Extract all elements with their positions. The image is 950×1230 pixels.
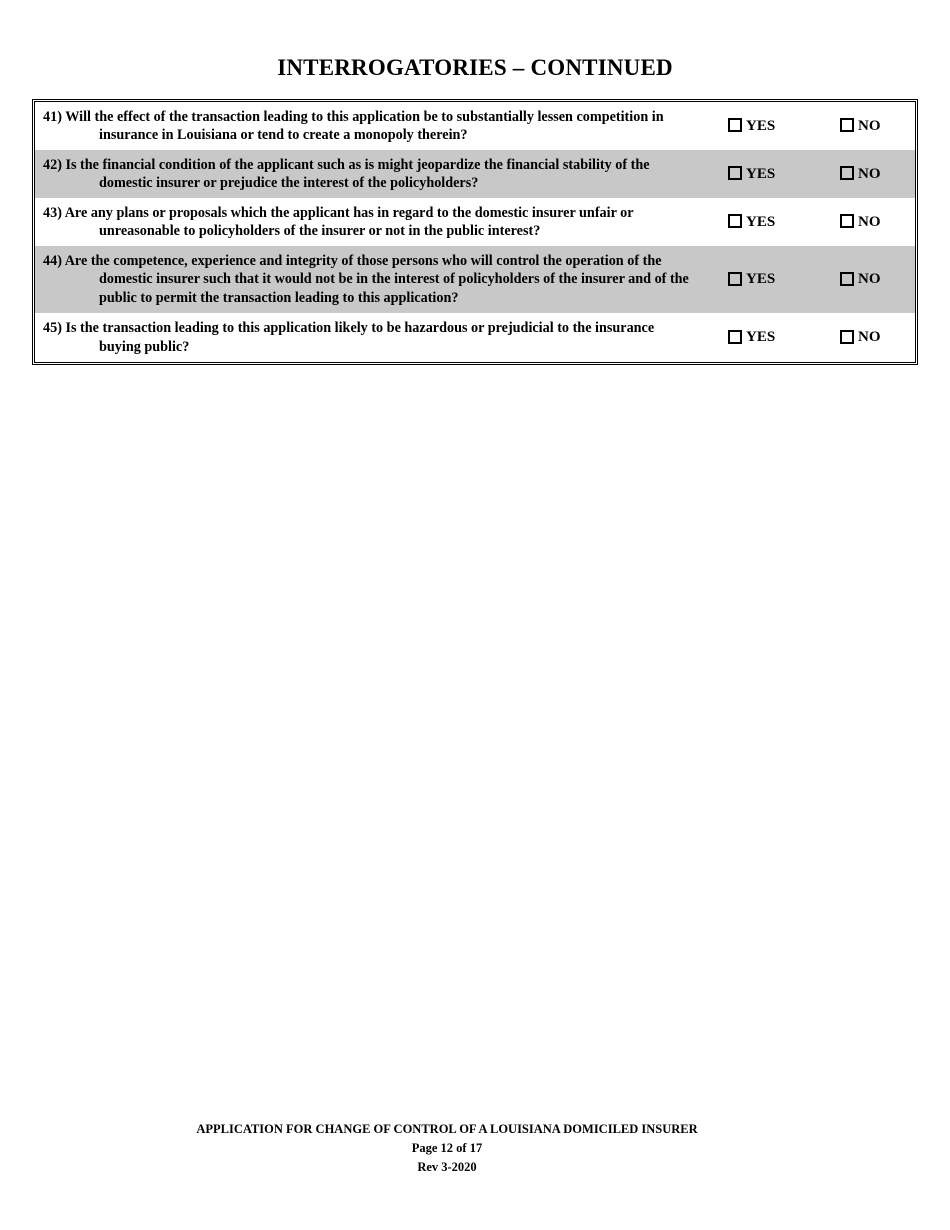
- question-44-yes-option[interactable]: [728, 271, 775, 288]
- yes-label: YES: [746, 329, 776, 345]
- question-41-text: [43, 108, 693, 145]
- interrogatories-table: [32, 99, 918, 365]
- question-number: 41): [43, 108, 62, 125]
- question-body: Will the effect of the transaction leading to this application be to substantially lessen competition in insurance in Louisiana or tend to create a monopoly therein?: [65, 108, 664, 143]
- question-42-yes-checkbox[interactable]: [728, 166, 742, 180]
- question-row-41: [35, 102, 915, 150]
- question-44-yes-checkbox[interactable]: [728, 272, 742, 286]
- question-43-yes-option[interactable]: [728, 214, 775, 231]
- page-footer: [0, 1120, 894, 1177]
- question-row-44: [35, 246, 915, 313]
- question-45-text: [43, 319, 693, 356]
- yes-label: YES: [746, 117, 776, 134]
- question-44-text: [43, 252, 693, 308]
- question-45-yes-checkbox[interactable]: [728, 330, 742, 344]
- question-number: 43): [43, 204, 62, 221]
- question-41-yes-checkbox[interactable]: [728, 118, 742, 132]
- page-title: INTERROGATORIES – CONTINUED: [277, 55, 673, 80]
- question-41-no-option[interactable]: [840, 118, 881, 135]
- question-45-no-checkbox[interactable]: [840, 330, 854, 344]
- no-label: NO: [858, 271, 881, 287]
- question-43-text: [43, 204, 693, 241]
- question-number: 42): [43, 156, 62, 173]
- no-label: NO: [858, 165, 881, 182]
- yes-label: YES: [746, 165, 776, 182]
- question-44-no-checkbox[interactable]: [840, 272, 854, 286]
- no-label: NO: [858, 213, 881, 230]
- question-number: 45): [43, 320, 62, 336]
- question-43-no-option[interactable]: [840, 214, 881, 231]
- question-41-yes-option[interactable]: [728, 118, 775, 135]
- question-row-42: [35, 150, 915, 198]
- yes-label: YES: [746, 213, 776, 230]
- question-45-yes-option[interactable]: [728, 329, 775, 346]
- revision: Rev 3-2020: [417, 1160, 477, 1174]
- question-body: Are any plans or proposals which the applicant has in regard to the domestic insurer unfair or unreasonable to policyholders of the insurer or not in the public interest?: [64, 204, 634, 239]
- form-title: APPLICATION FOR CHANGE OF CONTROL OF A LOUISIANA DOMICILED INSURER: [196, 1122, 698, 1136]
- question-number: 44): [43, 252, 62, 269]
- question-row-45: [35, 313, 915, 362]
- question-body: Is the financial condition of the applicant such as is might jeopardize the financial stability of the domestic insurer or prejudice the interest of the policyholders?: [65, 156, 650, 191]
- question-43-yes-checkbox[interactable]: [728, 214, 742, 228]
- question-42-no-checkbox[interactable]: [840, 166, 854, 180]
- no-label: NO: [858, 117, 881, 134]
- yes-label: YES: [746, 271, 776, 287]
- page-number: Page 12 of 17: [411, 1141, 483, 1155]
- question-row-43: [35, 198, 915, 246]
- question-42-no-option[interactable]: [840, 166, 881, 183]
- question-44-no-option[interactable]: [840, 271, 881, 288]
- question-42-yes-option[interactable]: [728, 166, 775, 183]
- question-43-no-checkbox[interactable]: [840, 214, 854, 228]
- question-body: Is the transaction leading to this application likely to be hazardous or prejudicial to the insurance buying public?: [65, 320, 655, 355]
- no-label: NO: [858, 329, 881, 345]
- question-42-text: [43, 156, 693, 193]
- question-45-no-option[interactable]: [840, 329, 881, 346]
- question-body: Are the competence, experience and integrity of those persons who will control the operation of the domestic insurer such that it would not be in the interest of policyholders of the insurer and of the public to permit the transaction leading to this application?: [64, 252, 689, 306]
- question-41-no-checkbox[interactable]: [840, 118, 854, 132]
